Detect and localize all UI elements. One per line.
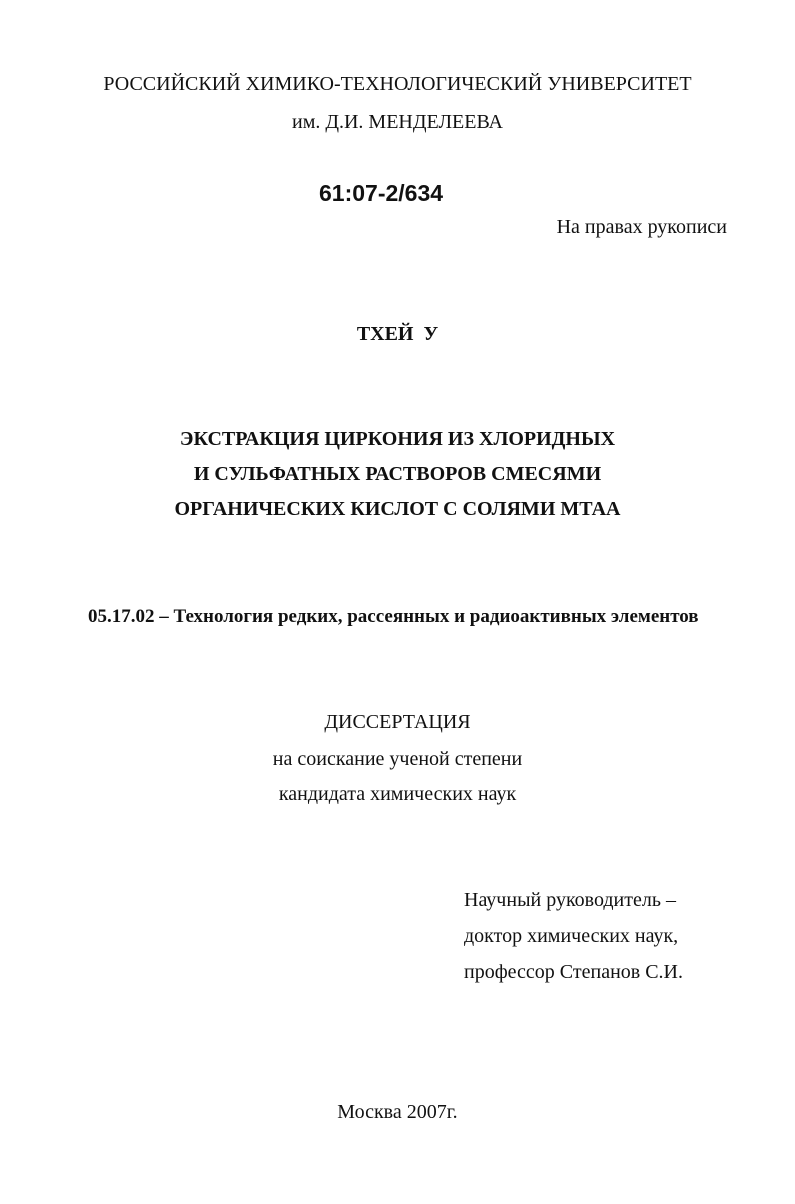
supervisor-line-1: Научный руководитель – (464, 889, 676, 911)
supervisor-line-3: профессор Степанов С.И. (464, 961, 683, 983)
degree-type: ДИССЕРТАЦИЯ (324, 711, 471, 733)
degree-line-1: на соискание ученой степени (272, 748, 523, 770)
title-line-3: ОРГАНИЧЕСКИХ КИСЛОТ С СОЛЯМИ МТАА (174, 498, 621, 520)
specialty-code: 05.17.02 – Технология редких, рассеянных и радиоактивных элементов (88, 606, 699, 627)
rights-note: На правах рукописи (556, 216, 727, 238)
university-named-after: им. Д.И. МЕНДЕЛЕЕВА (291, 111, 503, 133)
degree-line-2: кандидата химических наук (278, 783, 517, 805)
catalog-number: 61:07-2/634 (319, 180, 444, 206)
supervisor-line-2: доктор химических наук, (464, 925, 679, 947)
university-name: РОССИЙСКИЙ ХИМИКО-ТЕХНОЛОГИЧЕСКИЙ УНИВЕРСИТЕТ (103, 73, 692, 95)
author-name: ТХЕЙ У (356, 323, 439, 345)
title-line-2: И СУЛЬФАТНЫХ РАСТВОРОВ СМЕСЯМИ (193, 463, 602, 485)
place-year: Москва 2007г. (337, 1101, 458, 1123)
title-line-1: ЭКСТРАКЦИЯ ЦИРКОНИЯ ИЗ ХЛОРИДНЫХ (179, 428, 616, 450)
